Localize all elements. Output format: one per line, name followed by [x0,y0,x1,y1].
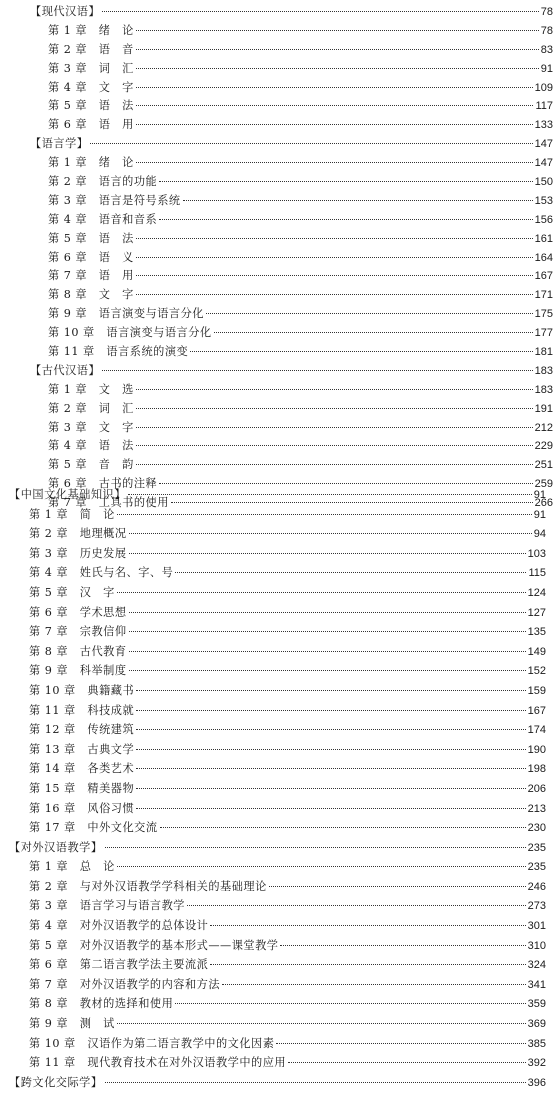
dot-leader [102,11,539,12]
page-number: 392 [527,1057,546,1070]
page-number: 133 [534,119,553,132]
chapter-title: 第 1 章 绪 论 [48,23,134,37]
toc-chapter-row[interactable] [30,343,553,362]
toc-chapter-row[interactable] [9,818,546,838]
page-number: 127 [527,606,546,619]
page-number: 235 [527,861,546,874]
toc-chapter-row[interactable] [9,799,546,819]
dot-leader [129,533,532,534]
page-number: 115 [528,567,546,580]
page-number: 91 [540,62,553,75]
dot-leader [136,87,533,88]
chapter-title: 第 1 章 文 选 [48,382,134,396]
chapter-title: 第 7 章 语 用 [48,269,134,283]
dot-leader [136,445,533,446]
chapter-title: 第 10 章 语言演变与语言分化 [48,326,212,340]
dot-leader [105,1082,526,1083]
toc-chapter-row[interactable] [30,154,553,173]
toc-chapter-row[interactable] [30,456,553,475]
dot-leader [128,494,532,495]
dot-leader [129,651,526,652]
dot-leader [187,905,526,906]
toc-chapter-row[interactable] [30,400,553,419]
toc-chapter-row[interactable] [9,916,546,936]
chapter-title: 第 4 章 姓氏与名、字、号 [29,566,174,580]
dot-leader [136,105,534,106]
toc-chapter-row[interactable] [9,975,546,995]
chapter-title: 第 9 章 语言演变与语言分化 [48,307,204,321]
page-number: 171 [534,289,553,302]
dot-leader [136,294,533,295]
dot-leader [175,572,526,573]
toc-section-row[interactable] [9,1073,546,1093]
page-number: 109 [534,81,553,94]
page-number: 174 [527,724,546,737]
page-number: 152 [527,665,546,678]
chapter-title: 第 2 章 与对外汉语教学学科相关的基础理论 [29,879,267,893]
chapter-title: 第 3 章 语言是符号系统 [48,193,181,207]
chapter-title: 第 7 章 工具书的使用 [48,496,169,510]
dot-leader [210,925,525,926]
chapter-title: 第 11 章 语言系统的演变 [48,345,189,359]
page-number: 183 [534,364,553,377]
page-number: 177 [534,327,553,340]
page-number: 259 [534,478,553,491]
page-number: 153 [534,194,553,207]
dot-leader [129,631,526,632]
section-title: 【语言学】 [30,137,89,151]
toc-block-1 [30,3,553,513]
dot-leader [136,808,525,809]
dot-leader [136,788,525,789]
page-number: 206 [527,782,546,795]
page-number: 78 [540,24,553,37]
page-number: 266 [534,497,553,510]
chapter-title: 第 4 章 对外汉语教学的总体设计 [29,919,209,933]
dot-leader [136,464,533,465]
dot-leader [136,749,525,750]
dot-leader [136,768,525,769]
page-number: 212 [534,421,553,434]
section-title: 【现代汉语】 [30,5,101,18]
page-number: 235 [527,841,546,854]
chapter-title: 第 3 章 词 汇 [48,61,134,75]
toc-chapter-row[interactable] [30,173,553,192]
page-number: 385 [527,1037,546,1050]
dot-leader [276,1043,525,1044]
dot-leader [129,612,526,613]
chapter-title: 第 17 章 中外文化交流 [29,821,158,835]
dot-leader [102,370,533,371]
section-title: 【中国文化基础知识】 [9,488,126,501]
dot-leader [175,1003,525,1004]
page-number: 149 [527,645,546,658]
section-title: 【跨文化交际学】 [9,1075,103,1089]
chapter-title: 第 1 章 简 论 [29,507,115,521]
page-number: 94 [533,528,546,541]
toc-chapter-row[interactable] [30,116,553,135]
toc-chapter-row[interactable] [9,1014,546,1034]
dot-leader [136,68,539,69]
toc-chapter-row[interactable] [9,642,546,662]
chapter-title: 第 5 章 语 法 [48,99,134,113]
dot-leader [136,729,525,730]
dot-leader [136,30,539,31]
toc-chapter-row[interactable] [9,779,546,799]
chapter-title: 第 8 章 文 字 [48,288,134,302]
toc-section-row[interactable] [30,3,553,22]
dot-leader [117,866,526,867]
toc-chapter-row[interactable] [9,622,546,642]
chapter-title: 第 8 章 古代教育 [29,644,127,658]
page-number: 161 [534,232,553,245]
dot-leader [117,592,526,593]
page-number: 150 [534,176,553,189]
toc-section-row[interactable] [9,838,546,858]
toc-section-row[interactable] [30,362,553,381]
chapter-title: 第 6 章 语 义 [48,250,134,264]
toc-chapter-row[interactable] [9,701,546,721]
page-number: 396 [527,1076,546,1089]
page-number: 251 [534,459,553,472]
toc-chapter-row[interactable] [9,505,546,525]
toc-chapter-row[interactable] [9,603,546,623]
dot-leader [136,238,533,239]
toc-chapter-row[interactable] [30,97,553,116]
chapter-title: 第 1 章 绪 论 [48,156,134,170]
toc-chapter-row[interactable] [30,211,553,230]
chapter-title: 第 5 章 音 韵 [48,458,134,472]
chapter-title: 第 5 章 对外汉语教学的基本形式——课堂教学 [29,938,279,952]
dot-leader [105,847,526,848]
dot-leader [136,710,525,711]
dot-leader [159,181,532,182]
toc-chapter-row[interactable] [9,1034,546,1054]
page-number: 369 [527,1018,546,1031]
dot-leader [129,670,526,671]
chapter-title: 第 9 章 测 试 [29,1017,115,1031]
chapter-title: 第 11 章 科技成就 [29,703,135,717]
page-number: 310 [527,939,546,952]
page-number: 341 [527,978,546,991]
chapter-title: 第 1 章 总 论 [29,860,115,874]
chapter-title: 第 5 章 汉 字 [29,585,115,599]
toc-chapter-row[interactable] [30,286,553,305]
toc-chapter-row[interactable] [9,759,546,779]
dot-leader [136,690,525,691]
toc-chapter-row[interactable] [9,936,546,956]
page-number: 190 [527,743,546,756]
dot-leader [269,886,526,887]
page-number: 213 [527,802,546,815]
dot-leader [90,143,532,144]
chapter-title: 第 2 章 地理概况 [29,527,127,541]
toc-chapter-row[interactable] [9,681,546,701]
chapter-title: 第 6 章 学术思想 [29,605,127,619]
toc-chapter-row[interactable] [9,720,546,740]
page-number: 78 [540,6,553,18]
dot-leader [206,313,533,314]
toc-chapter-row[interactable] [9,583,546,603]
page-number: 159 [527,684,546,697]
page-number: 91 [533,489,546,501]
dot-leader [288,1062,526,1063]
toc-chapter-row[interactable] [30,230,553,249]
toc-chapter-row[interactable] [30,79,553,98]
dot-leader [136,124,533,125]
dot-leader [136,427,533,428]
chapter-title: 第 3 章 历史发展 [29,546,127,560]
toc-chapter-row[interactable] [30,60,553,79]
chapter-title: 第 7 章 对外汉语教学的内容和方法 [29,977,221,991]
dot-leader [136,162,533,163]
dot-leader [136,389,533,390]
page-number: 117 [535,100,553,113]
toc-chapter-row[interactable] [9,563,546,583]
chapter-title: 第 2 章 语 音 [48,42,134,56]
chapter-title: 第 2 章 词 汇 [48,401,134,415]
toc-chapter-row[interactable] [30,419,553,438]
chapter-title: 第 11 章 现代教育技术在对外汉语教学中的应用 [29,1056,287,1070]
dot-leader [210,964,525,965]
page-number: 191 [534,402,553,415]
chapter-title: 第 9 章 科举制度 [29,664,127,678]
page-number: 164 [534,251,553,264]
dot-leader [129,553,526,554]
toc-chapter-row[interactable] [30,267,553,286]
page-number: 359 [527,998,546,1011]
toc-chapter-row[interactable] [9,955,546,975]
dot-leader [222,984,526,985]
chapter-title: 第 10 章 典籍藏书 [29,683,135,697]
page-number: 175 [534,308,553,321]
chapter-title: 第 5 章 语 法 [48,231,134,245]
chapter-title: 第 3 章 文 字 [48,420,134,434]
dot-leader [136,275,533,276]
chapter-title: 第 15 章 精美器物 [29,781,135,795]
page-number: 135 [527,626,546,639]
toc-chapter-row[interactable] [9,857,546,877]
chapter-title: 第 14 章 各类艺术 [29,762,135,776]
toc-chapter-row[interactable] [30,381,553,400]
toc-section-row[interactable] [30,135,553,154]
toc-chapter-row[interactable] [9,661,546,681]
section-title: 【对外汉语教学】 [9,840,103,854]
chapter-title: 第 8 章 教材的选择和使用 [29,997,174,1011]
dot-leader [280,945,525,946]
chapter-title: 第 13 章 古典文学 [29,742,135,756]
chapter-title: 第 3 章 语言学习与语言教学 [29,899,185,913]
toc-chapter-row[interactable] [9,994,546,1014]
chapter-title: 第 10 章 汉语作为第二语言教学中的文化因素 [29,1036,275,1050]
page-number: 167 [534,270,553,283]
page-number: 147 [534,138,553,151]
toc-chapter-row[interactable] [30,324,553,343]
toc-chapter-row[interactable] [9,1053,546,1073]
chapter-title: 第 12 章 传统建筑 [29,723,135,737]
toc-chapter-row[interactable] [9,524,546,544]
chapter-title: 第 4 章 文 字 [48,80,134,94]
dot-leader [117,514,532,515]
page-number: 91 [533,508,546,521]
dot-leader [214,332,533,333]
page-number: 301 [527,920,546,933]
chapter-title: 第 16 章 风俗习惯 [29,801,135,815]
page-number: 229 [534,440,553,453]
section-title: 【古代汉语】 [30,363,101,377]
chapter-title: 第 4 章 语 法 [48,439,134,453]
dot-leader [136,257,533,258]
page-number: 83 [540,43,553,56]
toc-chapter-row[interactable] [30,437,553,456]
page-number: 103 [527,547,546,560]
toc-chapter-row[interactable] [30,305,553,324]
toc-chapter-row[interactable] [9,877,546,897]
toc-chapter-row[interactable] [30,41,553,60]
dot-leader [160,827,526,828]
toc-chapter-row[interactable] [9,544,546,564]
chapter-title: 第 6 章 语 用 [48,118,134,132]
page-number: 181 [534,346,553,359]
chapter-title: 第 2 章 语言的功能 [48,175,158,189]
page-number: 273 [527,900,546,913]
toc-block-2 [9,485,546,1092]
page-number: 147 [534,157,553,170]
page-number: 246 [527,880,546,893]
chapter-title: 第 4 章 语音和音系 [48,212,158,226]
toc-chapter-row[interactable] [30,249,553,268]
chapter-title: 第 6 章 第二语言教学法主要流派 [29,958,209,972]
page-number: 324 [527,959,546,972]
chapter-title: 第 7 章 宗教信仰 [29,625,127,639]
dot-leader [136,49,539,50]
dot-leader [183,200,533,201]
dot-leader [159,219,532,220]
dot-leader [136,408,533,409]
page-number: 183 [534,383,553,396]
page-number: 156 [534,213,553,226]
page-number: 124 [527,586,546,599]
toc-section-row[interactable] [9,485,546,505]
dot-leader [117,1023,526,1024]
page-number: 198 [527,763,546,776]
chapter-title: 第 6 章 古书的注释 [48,477,158,491]
page-number: 230 [527,822,546,835]
toc-chapter-row[interactable] [9,740,546,760]
toc-chapter-row[interactable] [30,192,553,211]
toc-chapter-row[interactable] [30,22,553,41]
dot-leader [190,351,532,352]
page-number: 167 [527,704,546,717]
toc-chapter-row[interactable] [9,896,546,916]
